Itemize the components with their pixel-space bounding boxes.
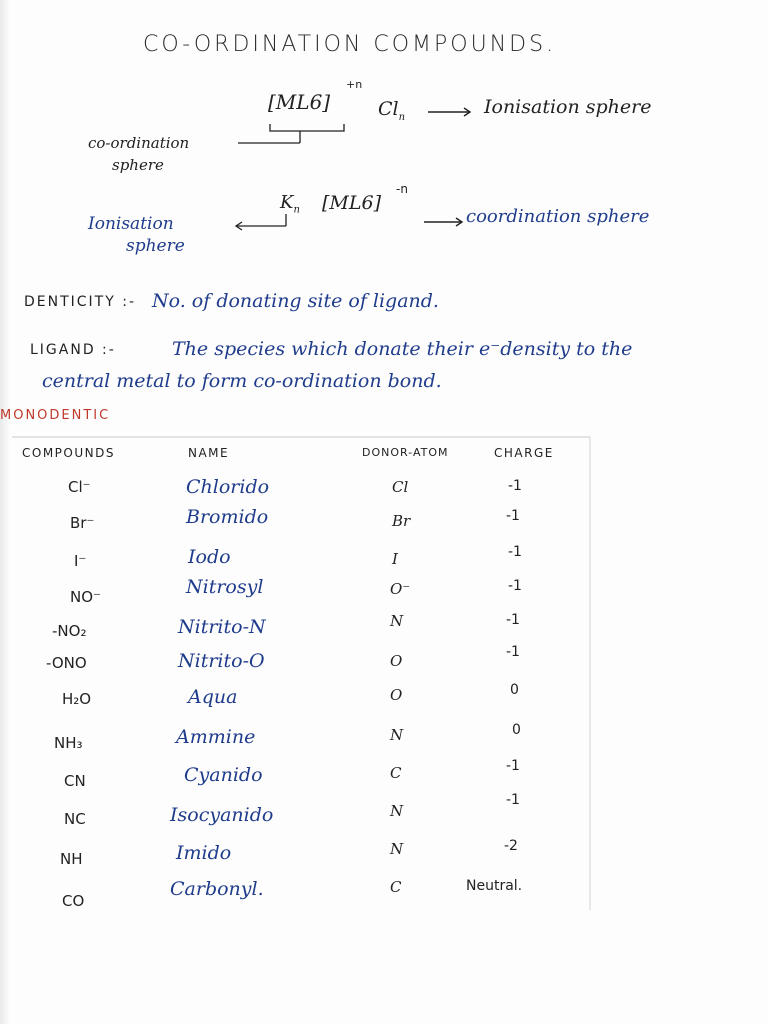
donor-cell: Br bbox=[392, 512, 411, 530]
formula2-charge: -n bbox=[396, 182, 408, 196]
charge-cell: -1 bbox=[506, 508, 520, 524]
donor-cell: O⁻ bbox=[390, 580, 411, 598]
name-cell: Aqua bbox=[188, 686, 238, 708]
charge-cell: 0 bbox=[510, 682, 519, 698]
name-cell: Iodo bbox=[188, 546, 231, 568]
donor-cell: N bbox=[390, 802, 404, 820]
compound-cell: -ONO bbox=[46, 654, 87, 672]
compound-cell: NO⁻ bbox=[70, 588, 101, 606]
name-cell: Carbonyl. bbox=[170, 878, 264, 900]
compound-cell: CN bbox=[64, 772, 86, 790]
section-heading-monodentic: MONODENTIC bbox=[0, 408, 111, 423]
compound-cell: Br⁻ bbox=[70, 514, 95, 532]
formula2-counter: $K_n$ bbox=[280, 192, 300, 216]
ligand-definition-line2: central metal to form co-ordination bond. bbox=[42, 370, 442, 392]
name-cell: Cyanido bbox=[184, 764, 263, 786]
formula2-complex: [ML6] bbox=[322, 192, 381, 214]
formula1-arrow-label: Ionisation sphere bbox=[484, 96, 652, 118]
charge-cell: -1 bbox=[506, 792, 520, 808]
denticity-definition: No. of donating site of ligand. bbox=[152, 290, 439, 312]
compound-cell: NH₃ bbox=[54, 734, 83, 752]
charge-cell: 0 bbox=[512, 722, 521, 738]
table-header-name: NAME bbox=[188, 446, 230, 460]
formula2-arrow-label: coordination sphere bbox=[466, 206, 650, 227]
charge-cell: -1 bbox=[506, 644, 520, 660]
table-header-donor-atom: DONOR-ATOM bbox=[362, 446, 449, 459]
compound-cell: Cl⁻ bbox=[68, 478, 91, 496]
ligand-term: LIGAND :- bbox=[30, 342, 116, 358]
donor-cell: I bbox=[392, 550, 398, 568]
compound-cell: -NO₂ bbox=[52, 622, 87, 640]
denticity-term: DENTICITY :- bbox=[24, 294, 137, 310]
charge-cell: -1 bbox=[508, 478, 522, 494]
ligand-definition-line1: The species which donate their e⁻density to the bbox=[172, 338, 633, 360]
charge-cell: -1 bbox=[508, 578, 522, 594]
formula1-charge: +n bbox=[346, 78, 363, 91]
formula1-counter: $Cl_n$ bbox=[378, 98, 406, 123]
compound-cell: I⁻ bbox=[74, 552, 87, 570]
name-cell: Isocyanido bbox=[170, 804, 274, 826]
name-cell: Ammine bbox=[176, 726, 256, 748]
charge-cell: -1 bbox=[508, 544, 522, 560]
formula2-left-label-line2: sphere bbox=[126, 236, 185, 256]
page-title: CO-ORDINATION COMPOUNDS. bbox=[143, 32, 557, 57]
formula2-left-label-line1: Ionisation bbox=[88, 214, 174, 234]
compound-cell: CO bbox=[62, 892, 85, 910]
charge-cell: -1 bbox=[506, 612, 520, 628]
compound-cell: H₂O bbox=[62, 690, 92, 708]
formula1-bracket-label-line1: co-ordination bbox=[88, 134, 190, 152]
name-cell: Nitrito-O bbox=[178, 650, 265, 672]
donor-cell: N bbox=[390, 840, 404, 858]
compound-cell: NH bbox=[60, 850, 83, 868]
name-cell: Imido bbox=[176, 842, 232, 864]
table-header-charge: CHARGE bbox=[494, 446, 554, 460]
name-cell: Bromido bbox=[186, 506, 269, 528]
name-cell: Chlorido bbox=[186, 476, 270, 498]
donor-cell: O bbox=[390, 686, 403, 704]
formula1-bracket-label-line2: sphere bbox=[112, 156, 164, 174]
charge-cell: Neutral. bbox=[466, 878, 523, 894]
charge-cell: -2 bbox=[504, 838, 518, 854]
donor-cell: C bbox=[390, 878, 402, 896]
charge-cell: -1 bbox=[506, 758, 520, 774]
donor-cell: N bbox=[390, 726, 404, 744]
donor-cell: Cl bbox=[392, 478, 409, 496]
formula1-complex: [ML6] bbox=[268, 90, 331, 114]
donor-cell: C bbox=[390, 764, 402, 782]
name-cell: Nitrito-N bbox=[178, 616, 266, 638]
name-cell: Nitrosyl bbox=[186, 576, 264, 598]
table-header-compounds: COMPOUNDS bbox=[22, 446, 115, 460]
donor-cell: N bbox=[390, 612, 404, 630]
donor-cell: O bbox=[390, 652, 403, 670]
compound-cell: NC bbox=[64, 810, 86, 828]
